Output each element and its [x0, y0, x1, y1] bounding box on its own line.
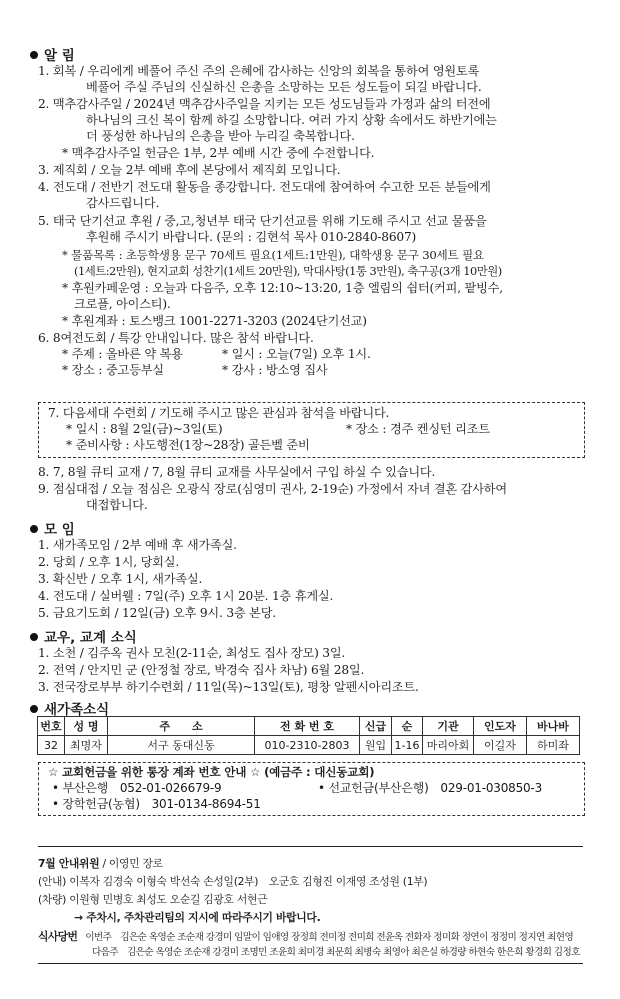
footer-meal-duty-this-week: 식사당번 이번주 김은순 옥영순 조순재 강경미 임말이 임애영 장정희 전미정 전미희 전윤옥 전화자 정미화 정연이 정정미 정지연 최현영	[38, 930, 574, 943]
table-cell: 이길자	[474, 736, 527, 755]
announcement-1: 1. 회복 / 우리에게 베풀어 주신 주의 은혜에 감사하는 신앙의 회복을 통하여 영원토록	[38, 64, 480, 78]
announcement-9-cont: 대접합니다.	[86, 498, 148, 512]
announcement-8: 8. 7, 8월 큐티 교재 / 7, 8월 큐티 교재를 사무실에서 구입 하실 수 있습니다.	[38, 465, 436, 479]
meeting-3: 3. 확신반 / 오후 1시, 새가족실.	[38, 572, 203, 586]
meeting-4: 4. 전도대 / 실버웰 : 7일(주) 오후 1시 20분. 1층 휴게실.	[38, 589, 334, 603]
col-header: 번호	[38, 717, 65, 736]
col-header: 주 소	[108, 717, 255, 736]
footer-ushers: (안내) 이복자 김경숙 이형숙 박선숙 손성일(2부) 오군호 김형진 이재영 조성원 (1부)	[38, 875, 428, 888]
announcement-7-date: * 일시 : 8월 2일(금)~3일(토)	[66, 422, 223, 436]
announcement-7-place: * 장소 : 경주 켄싱턴 리조트	[346, 422, 490, 436]
table-cell: 010-2310-2803	[255, 736, 360, 755]
announcement-5-cont: 후원해 주시기 바랍니다. (문의 : 김현석 목사 010-2840-8607)	[86, 230, 417, 244]
account-busan: • 부산은행 052-01-026679-9	[52, 781, 222, 795]
announcement-2-cont2: 더 풍성한 하나님의 은총을 받아 누리길 축복합니다.	[86, 129, 355, 143]
col-header: 바나바	[527, 717, 580, 736]
announcement-5: 5. 태국 단기선교 후원 / 중,고,청년부 태국 단기선교를 위해 기도해 주시고 선교 물품을	[38, 214, 487, 228]
announcement-2-note: * 맥추감사주일 헌금은 1부, 2부 예배 시간 중에 수전합니다.	[62, 146, 375, 160]
announcement-5-items: * 물품목록 : 초등학생용 문구 70세트 필요(1세트:1만원), 대학생용 문구 30세트 필요	[62, 248, 485, 262]
bullet-dot-icon	[30, 525, 38, 533]
announcement-5-items-cont: (1세트:2만원), 현지교회 성찬기(1세트 20만원), 막대사탕(1통 3만원), 축구공(3개 10만원)	[74, 264, 502, 278]
account-scholarship: • 장학헌금(농협) 301-0134-8694-51	[52, 797, 261, 811]
col-header: 전 화 번 호	[255, 717, 360, 736]
table-cell: 32	[38, 736, 65, 755]
footer-parking-team: (차량) 이원형 민병호 최성도 오순길 김광호 서현근	[38, 893, 268, 906]
section-newcomers-heading: 새가족소식	[30, 698, 109, 718]
announcement-5-cafe-cont: 크로플, 아이스티).	[74, 297, 171, 311]
table-row	[38, 736, 580, 755]
fellowship-1: 1. 소천 / 김주옥 권사 모친(2-11순, 최성도 집사 장모) 3일.	[38, 646, 346, 660]
bullet-dot-icon	[30, 705, 38, 713]
announcement-4-cont: 감사드립니다.	[86, 196, 160, 210]
table-cell: 최명자	[65, 736, 108, 755]
meeting-5: 5. 금요기도회 / 12일(금) 오후 9시. 3층 본당.	[38, 606, 276, 620]
section-meetings-heading: 모 임	[30, 518, 75, 538]
announcement-6-speaker: * 강사 : 방소영 집사	[222, 363, 328, 377]
bullet-dot-icon	[30, 633, 38, 641]
announcement-6-time: * 일시 : 오늘(7일) 오후 1시.	[222, 347, 371, 361]
col-header: 신급	[360, 717, 392, 736]
table-cell: 1-16	[392, 736, 423, 755]
announcement-1-cont: 베풀어 주실 주님의 신실하신 은총을 소망하는 모든 성도들이 되길 바랍니다.	[86, 80, 482, 94]
announcement-2-cont: 하나님의 크신 복이 함께 하길 소망합니다. 여러 가지 상황 속에서도 하반기에는	[86, 113, 497, 127]
announcement-9: 9. 점심대접 / 오늘 점심은 오광식 장로(심영미 권사, 2-19순) 가정에서 자녀 결혼 감사하여	[38, 482, 507, 496]
footer-parking-note: → 주차시, 주차관리팀의 지시에 따라주시기 바랍니다.	[74, 911, 321, 924]
col-header: 기관	[423, 717, 474, 736]
footer-bottom-divider	[38, 963, 583, 964]
section-announcements-heading: 알 림	[30, 44, 75, 64]
announcement-6-place: * 장소 : 중고등부실	[62, 363, 164, 377]
table-header-row	[38, 717, 580, 736]
announcement-4: 4. 전도대 / 전반기 전도대 활동을 종강합니다. 전도대에 참여하여 수고한 모든 분들에게	[38, 180, 491, 194]
announcement-5-cafe: * 후원카페운영 : 오늘과 다음주, 오후 12:10~13:20, 1층 엘림의 쉼터(커피, 팥빙수,	[62, 281, 503, 295]
announcement-5-account: * 후원계좌 : 토스뱅크 1001-2271-3203 (2024단기선교)	[62, 314, 367, 328]
meeting-1: 1. 새가족모임 / 2부 예배 후 새가족실.	[38, 538, 237, 552]
bullet-dot-icon	[30, 51, 38, 59]
footer-ushers-title: 7월 안내위원 / 이영민 장로	[38, 857, 163, 870]
fellowship-3: 3. 전국장로부부 하기수련회 / 11일(목)~13일(토), 평창 알펜시아리조트.	[38, 680, 419, 694]
announcement-2: 2. 맥추감사주일 / 2024년 맥추감사주일을 지키는 모든 성도님들과 가정과 삶의 터전에	[38, 97, 491, 111]
announcement-6-topic: * 주제 : 올바른 약 복용	[62, 347, 183, 361]
footer-meal-duty-next-week: 다음주 김은순 옥영순 조순재 강경미 조명민 조윤희 최미경 최문희 최병숙 최영아 최은실 하경량 하현숙 한은희 황경희 김정호	[92, 947, 580, 958]
col-header: 성 명	[65, 717, 108, 736]
announcement-3: 3. 제직회 / 오늘 2부 예배 후에 본당에서 제직회 모입니다.	[38, 163, 341, 177]
account-mission: • 선교헌금(부산은행) 029-01-030850-3	[318, 781, 543, 795]
fellowship-2: 2. 전역 / 안지민 군 (안정철 장로, 박경숙 집사 차남) 6월 28일.	[38, 663, 365, 677]
announcement-6: 6. 8여전도회 / 특강 안내입니다. 많은 참석 바랍니다.	[38, 331, 314, 345]
newcomers-table	[37, 716, 580, 755]
footer-divider	[38, 846, 583, 847]
announcement-7-prep: * 준비사항 : 사도행전(1장~28장) 골든벨 준비	[66, 438, 310, 452]
col-header: 인도자	[474, 717, 527, 736]
col-header: 순	[392, 717, 423, 736]
announcement-7: 7. 다음세대 수련회 / 기도해 주시고 많은 관심과 참석을 바랍니다.	[48, 406, 390, 420]
table-cell: 서구 동대신동	[108, 736, 255, 755]
meeting-2: 2. 당회 / 오후 1시, 당회실.	[38, 555, 179, 569]
table-cell: 하미좌	[527, 736, 580, 755]
table-cell: 마리아회	[423, 736, 474, 755]
accounts-title: ☆ 교회헌금을 위한 통장 계좌 번호 안내 ☆ (예금주 : 대신동교회)	[48, 765, 375, 779]
section-fellowship-heading: 교우, 교계 소식	[30, 626, 137, 646]
table-cell: 원입	[360, 736, 392, 755]
